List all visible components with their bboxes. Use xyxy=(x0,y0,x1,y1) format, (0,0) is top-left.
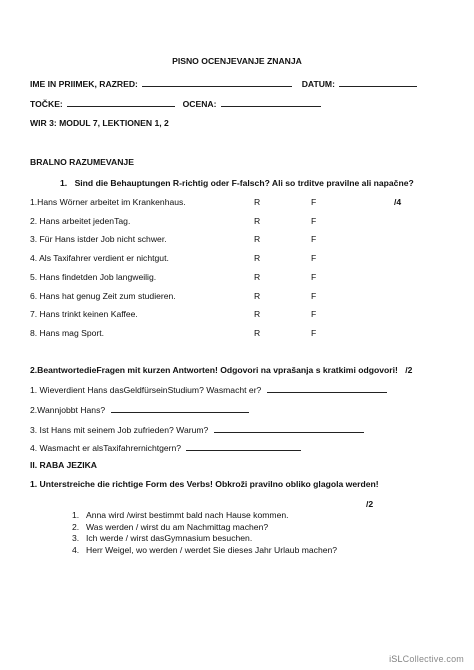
option-r[interactable]: R xyxy=(254,234,261,244)
option-r[interactable]: R xyxy=(254,272,261,282)
option-r[interactable]: R xyxy=(254,216,261,226)
date-blank-line[interactable] xyxy=(339,77,417,87)
statement-text: 1.Hans Wörner arbeitet im Krankenhaus. xyxy=(30,197,186,207)
grammar-item-text[interactable]: Herr Weigel, wo werden / werdet Sie dieses Jahr Urlaub machen? xyxy=(86,545,338,555)
statement-text: 3. Für Hans istder Job nicht schwer. xyxy=(30,234,167,244)
option-r[interactable]: R xyxy=(254,197,261,207)
name-field xyxy=(30,77,417,90)
logo-text: Collective.com xyxy=(402,654,464,664)
grammar-item-number: 2. xyxy=(72,522,80,532)
task-1-text: Sind die Behauptungen R-richtig oder F-falsch? Ali so trditve pravilne ali napačne? xyxy=(74,178,414,188)
score-field xyxy=(30,97,321,110)
grammar-item-text[interactable]: Was werden / wirst du am Nachmittag machen? xyxy=(86,522,269,532)
statement-text: 6. Hans hat genug Zeit zum studieren. xyxy=(30,291,176,301)
grammar-item-number: 3. xyxy=(72,533,80,543)
section-heading-reading: BRALNO RAZUMEVANJE xyxy=(30,157,134,167)
answer-line-4[interactable] xyxy=(186,441,301,451)
question-2 xyxy=(30,403,249,416)
statement-text: 7. Hans trinkt keinen Kaffee. xyxy=(30,309,138,319)
option-f[interactable]: F xyxy=(311,291,317,301)
task-1-instruction xyxy=(60,178,414,189)
grammar-item-number: 1. xyxy=(72,510,80,520)
points-blank-line[interactable] xyxy=(67,97,175,107)
watermark-logo xyxy=(389,654,464,664)
section-heading-grammar: II. RABA JEZIKA xyxy=(30,460,98,470)
question-2-text: 2.Wannjobbt Hans? xyxy=(30,405,106,415)
statement-text: 5. Hans findetden Job langweilig. xyxy=(30,272,157,282)
grade-blank-line[interactable] xyxy=(221,97,321,107)
task-1-points: /4 xyxy=(394,197,402,207)
option-f[interactable]: F xyxy=(311,328,317,338)
grammar-item-text[interactable]: Anna wird /wirst bestimmt bald nach Hause kommen. xyxy=(86,510,289,520)
option-r[interactable]: R xyxy=(254,253,261,263)
name-blank-line[interactable] xyxy=(142,77,292,87)
task-3-instruction: 1. Unterstreiche die richtige Form des Verbs! Obkroži pravilno obliko glagola werden! xyxy=(30,479,379,489)
question-1-text: 1. Wieverdient Hans dasGeldfürseinStudium? Wasmacht er? xyxy=(30,385,262,395)
question-1 xyxy=(30,383,387,396)
option-f[interactable]: F xyxy=(311,253,317,263)
answer-line-2[interactable] xyxy=(111,403,249,413)
question-3-text: 3. Ist Hans mit seinem Job zufrieden? Warum? xyxy=(30,425,209,435)
option-f[interactable]: F xyxy=(311,309,317,319)
statement-text: 8. Hans mag Sport. xyxy=(30,328,105,338)
statement-text: 4. Als Taxifahrer verdient er nichtgut. xyxy=(30,253,169,263)
task-2-points: /2 xyxy=(405,365,413,375)
name-label: IME IN PRIIMEK, RAZRED: xyxy=(30,79,138,89)
question-3 xyxy=(30,423,364,436)
task-3-points: /2 xyxy=(366,499,374,509)
logo-prefix: iSL xyxy=(389,654,403,664)
option-f[interactable]: F xyxy=(311,216,317,226)
task-2-text: 2.BeantwortedieFragen mit kurzen Antworten! Odgovori na vprašanja s kratkimi odgovori! xyxy=(30,365,398,375)
option-f[interactable]: F xyxy=(311,272,317,282)
statement-text: 2. Hans arbeitet jedenTag. xyxy=(30,216,131,226)
question-4-text: 4. Wasmacht er alsTaxifahrernichtgern? xyxy=(30,443,182,453)
grammar-item-number: 4. xyxy=(72,545,80,555)
option-r[interactable]: R xyxy=(254,291,261,301)
question-4 xyxy=(30,441,301,454)
task-2-instruction xyxy=(30,365,412,376)
option-f[interactable]: F xyxy=(311,197,317,207)
points-label: TOČKE: xyxy=(30,99,63,109)
option-r[interactable]: R xyxy=(254,328,261,338)
answer-line-3[interactable] xyxy=(214,423,364,433)
answer-line-1[interactable] xyxy=(267,383,387,393)
unit-title: WIR 3: MODUL 7, LEKTIONEN 1, 2 xyxy=(30,118,169,128)
page-title: PISNO OCENJEVANJE ZNANJA xyxy=(172,56,302,66)
task-1-number: 1. xyxy=(60,178,68,188)
date-label: DATUM: xyxy=(301,79,335,89)
grammar-item-text[interactable]: Ich werde / wirst dasGymnasium besuchen. xyxy=(86,533,253,543)
grade-label: OCENA: xyxy=(182,99,217,109)
option-r[interactable]: R xyxy=(254,309,261,319)
option-f[interactable]: F xyxy=(311,234,317,244)
